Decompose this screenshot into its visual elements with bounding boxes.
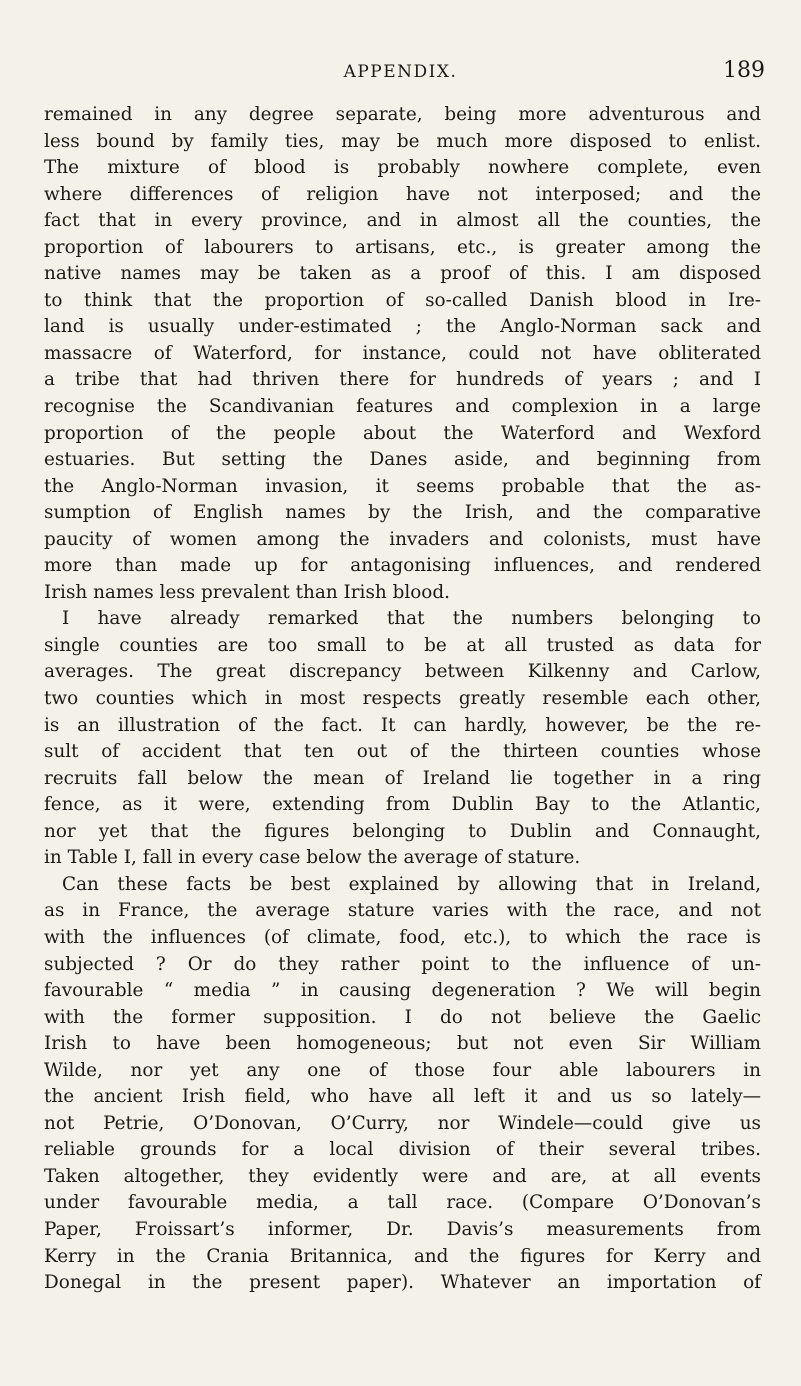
- text-line: Taken altogether, they evidently were and are, at all events: [44, 1165, 761, 1187]
- text-line: paucity of women among the invaders and colonists, must have: [44, 528, 761, 550]
- text-line: the Anglo-Norman invasion, it seems probable that the as-: [44, 475, 761, 497]
- text-line: to think that the proportion of so-called Danish blood in Ire-: [44, 289, 761, 311]
- text-line: sumption of English names by the Irish, and the comparative: [44, 502, 761, 524]
- text-line: subjected ? Or do they rather point to the influence of un-: [44, 953, 761, 975]
- text-line: recognise the Scandivanian features and complexion in a large: [44, 396, 761, 418]
- text-line: Wilde, nor yet any one of those four able labourers in: [44, 1059, 761, 1081]
- text-line: averages. The great discrepancy between Kilkenny and Carlow,: [44, 661, 761, 683]
- text-line: remained in any degree separate, being more adventurous and: [44, 104, 761, 125]
- text-line: Kerry in the Crania Britannica, and the figures for Kerry and: [44, 1245, 761, 1267]
- text-line: fact that in every province, and in almost all the counties, the: [44, 210, 761, 232]
- text-line: favourable “ media ” in causing degeneration ? We will begin: [44, 980, 761, 1002]
- body-text: [44, 102, 761, 1297]
- text-line: estuaries. But setting the Danes aside, and beginning from: [44, 449, 761, 471]
- text-line: is an illustration of the fact. It can hardly, however, be the re-: [44, 714, 761, 736]
- text-line: sult of accident that ten out of the thirteen counties whose: [44, 741, 761, 763]
- text-line: fence, as it were, extending from Dublin Bay to the Atlantic,: [44, 794, 761, 816]
- text-line: less bound by family ties, may be much more disposed to enlist.: [44, 130, 761, 152]
- text-line: Irish names less prevalent than Irish blood.: [44, 581, 450, 603]
- text-line: Irish to have been homogeneous; but not even Sir William: [44, 1033, 761, 1055]
- text-line: single counties are too small to be at all trusted as data for: [44, 634, 761, 656]
- text-line: proportion of the people about the Waterford and Wexford: [44, 422, 761, 444]
- text-line: as in France, the average stature varies with the race, and not: [44, 900, 761, 922]
- text-line: native names may be taken as a proof of this. I am disposed: [44, 263, 761, 285]
- text-line: with the influences (of climate, food, etc.), to which the race is: [44, 926, 761, 948]
- text-line: proportion of labourers to artisans, etc., is greater among the: [44, 236, 761, 258]
- text-line: Donegal in the present paper). Whatever an importation of: [44, 1272, 761, 1294]
- text-line: recruits fall below the mean of Ireland lie together in a ring: [44, 767, 761, 789]
- text-line: not Petrie, O’Donovan, O’Curry, nor Windele—could give us: [44, 1112, 761, 1134]
- page-header: [0, 58, 801, 88]
- text-line: more than made up for antagonising influences, and rendered: [44, 555, 761, 577]
- text-line: Can these facts be best explained by allowing that in Ireland,: [62, 873, 761, 895]
- text-line: a tribe that had thriven there for hundreds of years ; and I: [44, 369, 761, 391]
- text-line: in Table I, fall in every case below the average of stature.: [44, 847, 581, 869]
- text-line: with the former supposition. I do not believe the Gaelic: [44, 1006, 761, 1028]
- text-line: I have already remarked that the numbers belonging to: [62, 608, 761, 630]
- text-line: the ancient Irish field, who have all left it and us so lately—: [44, 1086, 761, 1108]
- text-line: where differences of religion have not interposed; and the: [44, 183, 761, 205]
- page-number: 189: [723, 58, 765, 83]
- text-line: massacre of Waterford, for instance, could not have obliterated: [44, 342, 761, 364]
- text-line: Paper, Froissart’s informer, Dr. Davis’s measurements from: [44, 1218, 761, 1240]
- text-line: two counties which in most respects greatly resemble each other,: [44, 688, 761, 710]
- text-line: land is usually under-estimated ; the Anglo-Norman sack and: [44, 316, 761, 338]
- text-line: reliable grounds for a local division of their several tribes.: [44, 1139, 761, 1161]
- running-head: APPENDIX.: [343, 62, 458, 82]
- text-line: under favourable media, a tall race. (Compare O’Donovan’s: [44, 1192, 761, 1214]
- text-line: The mixture of blood is probably nowhere complete, even: [44, 157, 761, 179]
- text-line: nor yet that the figures belonging to Dublin and Connaught,: [44, 820, 761, 842]
